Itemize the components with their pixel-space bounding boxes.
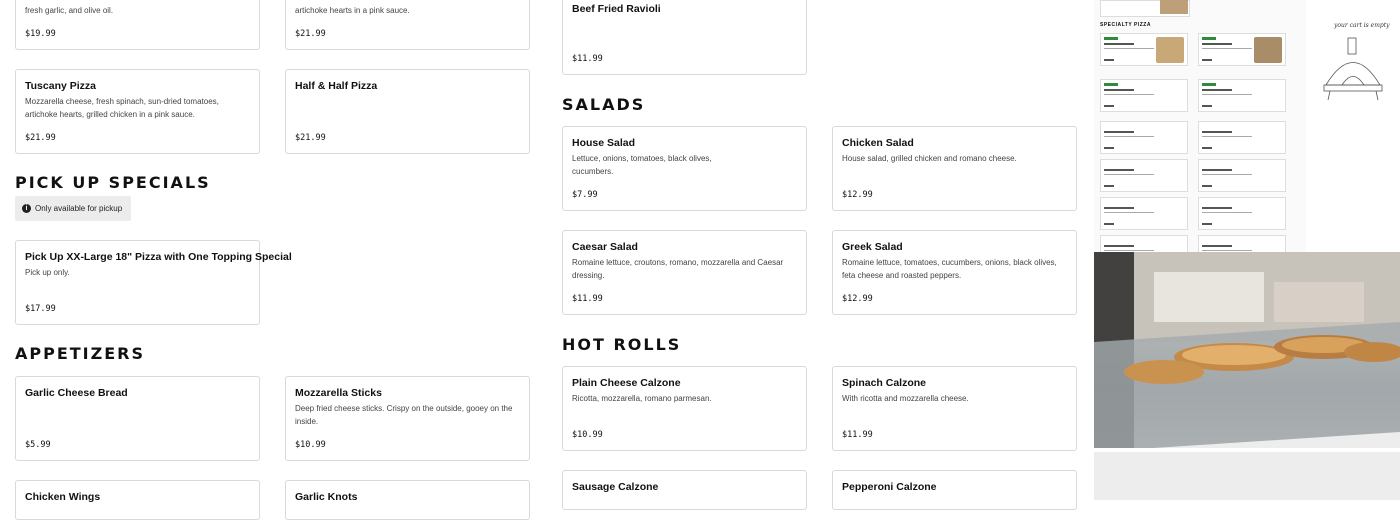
menu-item-card[interactable] <box>285 376 530 461</box>
section-title-pickup: PICK UP SPECIALS <box>15 173 211 192</box>
menu-item-card[interactable] <box>562 126 807 211</box>
menu-item-price: $10.99 <box>295 440 326 450</box>
menu-item-name: Caesar Salad <box>572 241 638 253</box>
menu-item-card[interactable] <box>562 230 807 315</box>
pickup-notice-label: Only available for pickup <box>35 204 123 213</box>
menu-item-card[interactable] <box>562 470 807 510</box>
menu-item-card[interactable] <box>15 480 260 520</box>
menu-item-name: Plain Cheese Calzone <box>572 377 681 389</box>
menu-item-card[interactable] <box>15 69 260 154</box>
menu-item-name: House Salad <box>572 137 636 149</box>
menu-item-desc: With ricotta and mozzarella cheese. <box>842 394 969 403</box>
menu-item-card[interactable] <box>832 230 1077 315</box>
menu-preview-image <box>1094 0 1306 252</box>
section-title-salads: SALADS <box>562 95 646 114</box>
section-title-hot-rolls: HOT ROLLS <box>562 335 682 354</box>
menu-item-name: Tuscany Pizza <box>25 80 96 92</box>
empty-cart-illustration <box>1306 0 1400 248</box>
menu-item-card[interactable] <box>15 240 292 325</box>
info-icon: i <box>22 204 31 213</box>
menu-item-price: $17.99 <box>25 304 56 314</box>
menu-item-name: Chicken Salad <box>842 137 914 149</box>
menu-item-desc: Deep fried cheese sticks. Crispy on the outside, gooey on the inside. <box>295 404 513 426</box>
menu-item-name: Beef Fried Ravioli <box>572 3 661 15</box>
menu-item-name: Garlic Cheese Bread <box>25 387 128 399</box>
menu-item-desc: artichoke hearts in a pink sauce. <box>295 6 410 15</box>
menu-item-desc: fresh garlic, and olive oil. <box>25 6 114 15</box>
menu-item-price: $11.99 <box>572 54 603 64</box>
menu-item-card[interactable] <box>285 0 530 50</box>
empty-cart-text: your cart is empty <box>1334 22 1390 29</box>
menu-item-name: Garlic Knots <box>295 491 358 503</box>
menu-item-price: $7.99 <box>572 190 598 200</box>
menu-preview-heading: SPECIALTY PIZZA <box>1100 22 1151 28</box>
menu-item-desc: Pick up only. <box>25 268 70 277</box>
store-photo <box>1094 252 1400 500</box>
menu-item-name: Pepperoni Calzone <box>842 481 937 493</box>
menu-item-name: Mozzarella Sticks <box>295 387 382 399</box>
menu-item-card[interactable] <box>832 470 1077 510</box>
menu-item-card[interactable] <box>285 69 530 154</box>
menu-item-desc: Lettuce, onions, tomatoes, black olives, cucumbers. <box>572 154 712 176</box>
menu-item-desc: Ricotta, mozzarella, romano parmesan. <box>572 394 712 403</box>
menu-item-name: Sausage Calzone <box>572 481 659 493</box>
menu-item-desc: House salad, grilled chicken and romano cheese. <box>842 154 1017 163</box>
menu-item-price: $12.99 <box>842 190 873 200</box>
menu-item-price: $21.99 <box>295 29 326 39</box>
menu-item-price: $5.99 <box>25 440 51 450</box>
section-title-appetizers: APPETIZERS <box>15 344 146 363</box>
menu-item-desc: Romaine lettuce, croutons, romano, mozzarella and Caesar dressing. <box>572 258 784 280</box>
menu-item-price: $12.99 <box>842 294 873 304</box>
pizza-display-case-image <box>1094 252 1400 500</box>
menu-item-card[interactable] <box>832 126 1077 211</box>
menu-item-card[interactable] <box>562 0 807 75</box>
menu-item-desc: Mozzarella cheese, fresh spinach, sun-dried tomatoes, artichoke hearts, grilled chicken in a pink sauce. <box>25 97 219 119</box>
menu-item-price: $11.99 <box>572 294 603 304</box>
menu-item-name: Spinach Calzone <box>842 377 927 389</box>
menu-item-card[interactable] <box>15 376 260 461</box>
menu-item-price: $21.99 <box>25 133 56 143</box>
menu-item-name: Pick Up XX-Large 18" Pizza with One Topping Special <box>25 251 292 263</box>
menu-item-name: Half & Half Pizza <box>295 80 378 92</box>
menu-item-name: Greek Salad <box>842 241 903 253</box>
menu-item-price: $10.99 <box>572 430 603 440</box>
pickup-notice <box>15 196 131 221</box>
menu-item-name: Chicken Wings <box>25 491 101 503</box>
pizza-oven-icon <box>1306 30 1400 130</box>
menu-item-price: $19.99 <box>25 29 56 39</box>
menu-item-card[interactable] <box>285 480 530 520</box>
menu-item-card[interactable] <box>15 0 260 50</box>
menu-item-price: $21.99 <box>295 133 326 143</box>
menu-item-desc: Romaine lettuce, tomatoes, cucumbers, onions, black olives, feta cheese and roasted peppers. <box>842 258 1057 280</box>
menu-item-card[interactable] <box>832 366 1077 451</box>
menu-item-card[interactable] <box>562 366 807 451</box>
menu-item-price: $11.99 <box>842 430 873 440</box>
